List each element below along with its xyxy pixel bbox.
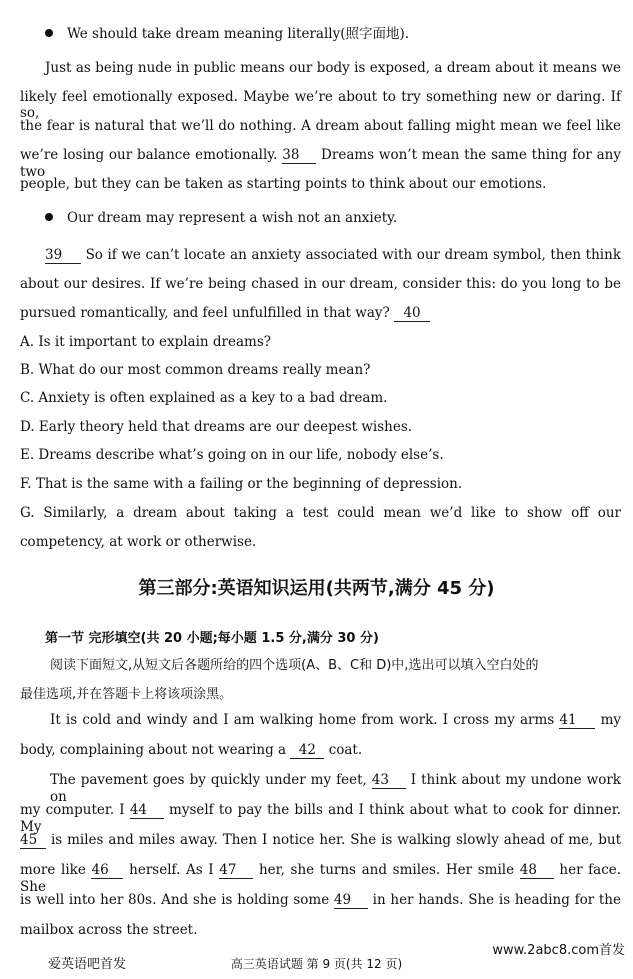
- story-p1-line2: body, complaining about not wearing a 42 coat.: [20, 742, 363, 758]
- story-p2-line3: 45 is miles and miles away. Then I notice her. She is walking slowly ahead of me, but: [20, 832, 621, 848]
- blank-43: 43: [372, 773, 406, 789]
- blank-46: 46: [91, 863, 123, 879]
- para1-line2: likely feel emotionally exposed. Maybe we’re about to try something new or daring. If so,: [20, 89, 621, 121]
- story-p2-line1: The pavement goes by quickly under my feet, 43 I think about my undone work on: [50, 772, 621, 805]
- para1-line3: the fear is natural that we’ll do nothing. A dream about falling might mean we feel like: [20, 118, 621, 134]
- option-f: F. That is the same with a failing or the beginning of depression.: [20, 476, 463, 492]
- blank-45: 45: [20, 833, 46, 849]
- instruction-line2: 最佳选项,并在答题卡上将该项涂黑。: [20, 687, 233, 702]
- story-p2-line2: my computer. I 44 myself to pay the bills and I think about what to cook for dinner. My: [20, 802, 621, 835]
- story-p2-line6: mailbox across the street.: [20, 922, 198, 938]
- footer-watermark-left: 爱英语吧首发: [48, 957, 127, 972]
- cloze-subtitle: 第一节 完形填空(共 20 小题;每小题 1.5 分,满分 30 分): [45, 631, 379, 646]
- blank-41: 41: [559, 713, 595, 729]
- blank-44: 44: [130, 803, 164, 819]
- blank-49: 49: [334, 893, 368, 909]
- para2-line3: pursued romantically, and feel unfulfilled in that way? 40: [20, 305, 430, 322]
- story-p2-line5: is well into her 80s. And she is holding some 49 in her hands. She is heading for the: [20, 892, 621, 908]
- bullet-heading-2: Our dream may represent a wish not an anxiety.: [45, 210, 397, 226]
- blank-38: 38: [282, 148, 316, 164]
- blank-47: 47: [219, 863, 253, 879]
- blank-42: 42: [290, 743, 324, 759]
- option-d: D. Early theory held that dreams are our deepest wishes.: [20, 419, 413, 435]
- para1-line4: we’re losing our balance emotionally. 38 Dreams won’t mean the same thing for any two: [20, 147, 621, 180]
- section-title: 第三部分:英语知识运用(共两节,满分 45 分): [138, 578, 495, 599]
- bullet-dot: [45, 29, 53, 37]
- bullet-heading-1: We should take dream meaning literally(照字面地).: [45, 22, 409, 42]
- para2-line1: 39 So if we can’t locate an anxiety associated with our dream symbol, then think: [45, 247, 621, 263]
- option-b: B. What do our most common dreams really mean?: [20, 362, 371, 378]
- story-p1-line1: It is cold and windy and I am walking home from work. I cross my arms 41 my: [50, 712, 622, 728]
- bullet-dot: [45, 213, 53, 221]
- page-number: 高三英语试题 第 9 页(共 12 页): [230, 957, 403, 971]
- option-e: E. Dreams describe what’s going on in our life, nobody else’s.: [20, 447, 444, 463]
- para2-line2: about our desires. If we’re being chased in our dream, consider this: do you long to be: [20, 276, 621, 292]
- blank-48: 48: [520, 863, 554, 879]
- option-c: C. Anxiety is often explained as a key to a bad dream.: [20, 390, 388, 406]
- instruction-line1: 阅读下面短文,从短文后各题所给的四个选项(A、B、C和 D)中,选出可以填入空白处的: [50, 658, 539, 673]
- option-g-line1: G. Similarly, a dream about taking a test could mean we’d like to show off our: [20, 505, 621, 521]
- blank-40: 40: [394, 306, 430, 322]
- para1-line1: Just as being nude in public means our body is exposed, a dream about it means we: [45, 60, 621, 76]
- option-a: A. Is it important to explain dreams?: [20, 334, 272, 350]
- option-g-line2: competency, at work or otherwise.: [20, 534, 257, 550]
- para1-line5: people, but they can be taken as starting points to think about our emotions.: [20, 176, 547, 192]
- story-p2-line4: more like 46 herself. As I 47 her, she turns and smiles. Her smile 48 her face. She: [20, 862, 622, 895]
- blank-39: 39: [45, 248, 81, 264]
- footer-watermark-right: www.2abc8.com首发: [492, 943, 625, 958]
